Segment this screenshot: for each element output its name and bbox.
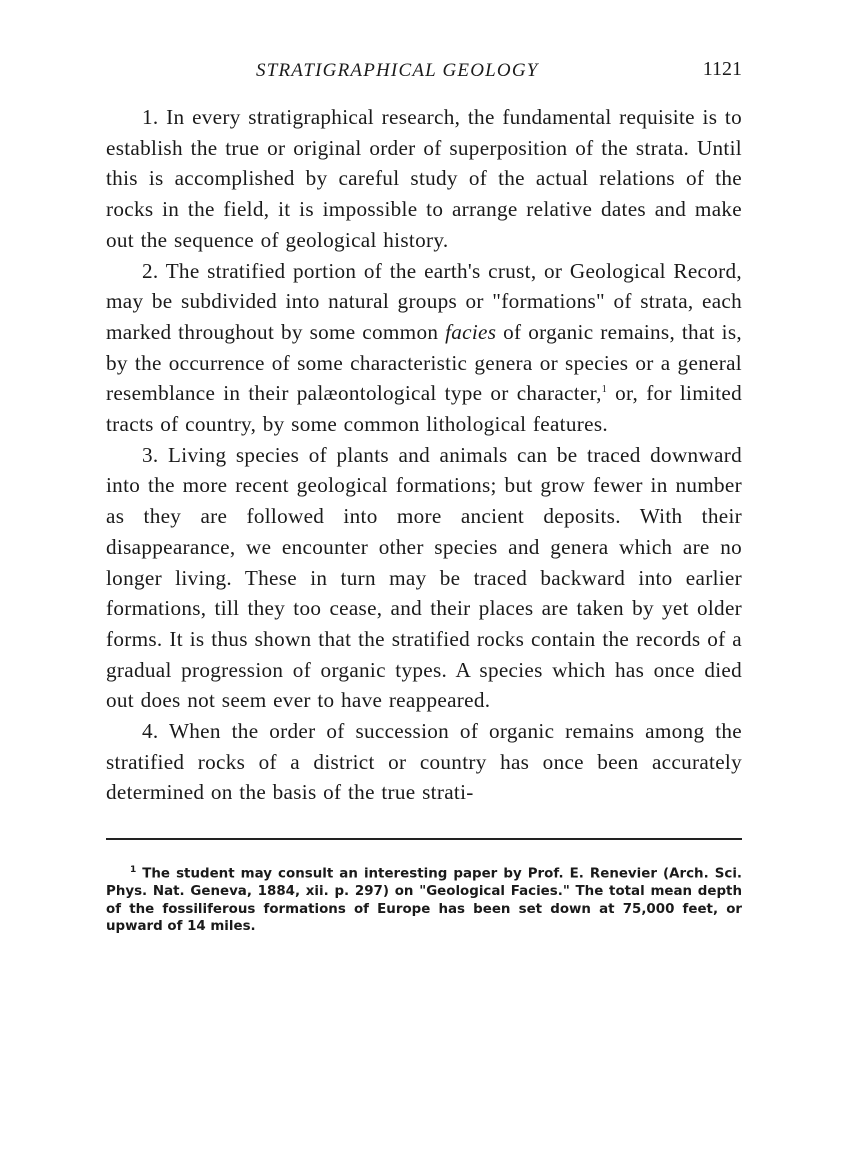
body-text <box>106 102 742 808</box>
footnote-mark: 1 <box>130 865 137 876</box>
paragraph-2-text-middle: of organic remains, that is, by the occurrence of some characteristic genera or species or a general resemblance in their palæontological type or character, <box>106 319 742 406</box>
page-number: 1121 <box>702 58 742 80</box>
footnote-reference[interactable]: 1 <box>601 384 608 396</box>
page-header <box>106 56 742 92</box>
footnote-text: The student may consult an interesting paper by Prof. E. Renevier (Arch. Sci. Phys. Nat. Geneva, 1884, xii. p. 297) on "Geological Facies." The total mean depth of the fossiliferous formations of Europe has been set down at 75,000 feet, or upward of 14 miles. <box>106 866 742 935</box>
paragraph-2 <box>106 256 742 440</box>
book-page <box>106 56 742 949</box>
paragraph-1: 1. In every stratigraphical research, the fundamental requisite is to establish the true or original order of superposition of the strata. Until this is accomplished by careful study of the actual relations of the rocks in the field, it is impossible to arrange relative dates and make out the sequence of geological history. <box>106 105 742 252</box>
paragraph-2-italic-term: facies <box>445 319 497 344</box>
footnote-divider <box>106 838 742 840</box>
paragraph-2-text-start: 2. The stratified portion of the earth's crust, or Geological Record, may be subdivided into natural groups or "formations" of strata, each marked throughout by some common <box>106 258 742 344</box>
paragraph-4: 4. When the order of succession of organic remains among the stratified rocks of a district or country has once been accurately determined on the basis of the true strati- <box>106 719 742 805</box>
paragraph-3: 3. Living species of plants and animals can be traced downward into the more recent geological formations; but grow fewer in number as they are followed into more ancient deposits. With their disappearance, we encounter other species and genera which are no longer living. These in turn may be traced backward into earlier formations, till they too cease, and their places are taken by yet older forms. It is thus shown that the stratified rocks contain the records of a gradual progression of organic types. A species which has once died out does not seem ever to have reappeared. <box>106 442 742 713</box>
footnote <box>106 862 742 935</box>
running-title: STRATIGRAPHICAL GEOLOGY <box>256 60 539 81</box>
paragraph-2-text-end: or, for limited tracts of country, by some common lithological features. <box>106 381 742 437</box>
